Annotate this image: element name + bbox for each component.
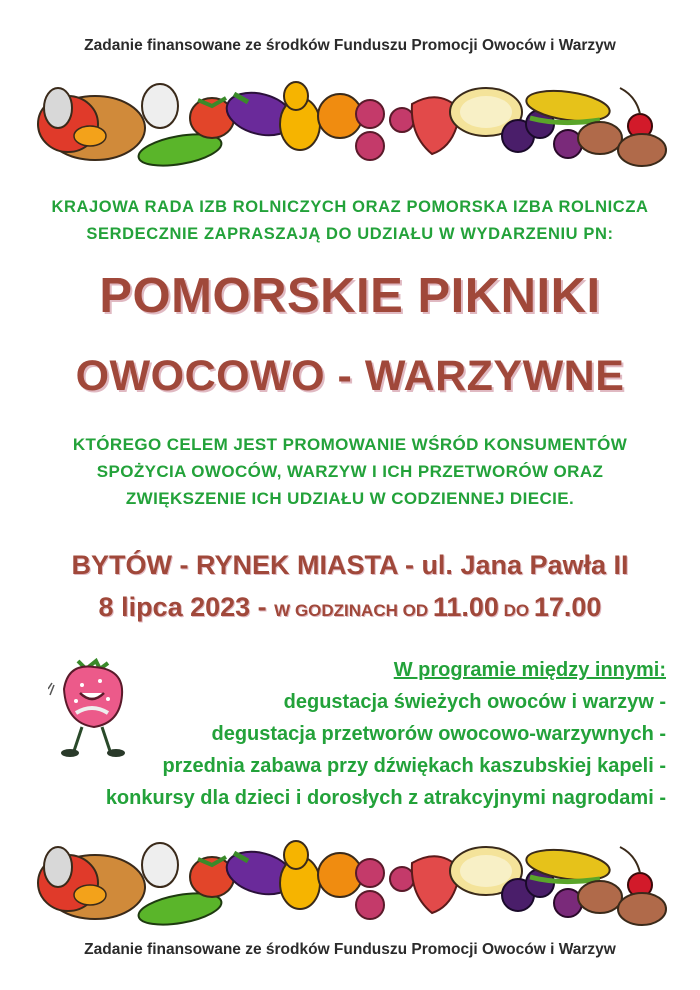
purpose-line-1: KTÓREGO CELEM JEST PROMOWANIE WŚRÓD KONSUMENTÓW xyxy=(72,435,628,454)
event-date: 8 lipca 2023 xyxy=(98,592,251,622)
organizers-line-1: KRAJOWA RADA IZB ROLNICZYCH ORAZ POMORSKA IZBA ROLNICZA xyxy=(51,198,649,216)
hours-to: DO xyxy=(498,601,534,620)
program-item: degustacja przetworów owocowo-warzywnych - xyxy=(211,723,666,745)
event-title-line-1: POMORSKIE PIKNIKI xyxy=(99,269,601,323)
end-time: 17.00 xyxy=(533,592,602,622)
program-item: konkursy dla dzieci i dorosłych z atrakcyjnymi nagrodami - xyxy=(105,787,666,809)
program-item: przednia zabawa przy dźwiękach kaszubskiej kapeli - xyxy=(162,755,666,777)
fruit-vegetable-banner-top xyxy=(20,66,680,176)
date-dash: - xyxy=(250,592,275,622)
event-place: BYTÓW - RYNEK MIASTA - ul. Jana Pawła II xyxy=(71,550,629,580)
event-datetime xyxy=(0,592,700,623)
organizers-text xyxy=(0,194,700,248)
purpose-line-3: ZWIĘKSZENIE ICH UDZIAŁU W CODZIENNEJ DIECIE. xyxy=(125,489,575,508)
event-purpose xyxy=(0,431,700,512)
funding-note-top: Zadanie finansowane ze środków Funduszu Promocji Owoców i Warzyw xyxy=(84,37,616,54)
fruit-vegetable-banner-bottom xyxy=(20,825,680,935)
funding-note-bottom: Zadanie finansowane ze środków Funduszu Promocji Owoców i Warzyw xyxy=(84,941,616,958)
event-title-line-2: OWOCOWO - WARZYWNE xyxy=(75,352,625,400)
program-item: degustacja świeżych owoców i warzyw - xyxy=(283,691,666,713)
start-time: 11.00 xyxy=(432,592,499,622)
program-heading: W programie między innymi: xyxy=(393,659,666,681)
purpose-line-2: SPOŻYCIA OWOCÓW, WARZYW I ICH PRZETWORÓW ORAZ xyxy=(96,462,604,481)
program-list xyxy=(106,654,666,814)
organizers-line-2: SERDECZNIE ZAPRASZAJĄ DO UDZIAŁU W WYDARZENIU PN: xyxy=(86,225,614,243)
hours-prefix: W GODZINACH OD xyxy=(274,601,433,620)
